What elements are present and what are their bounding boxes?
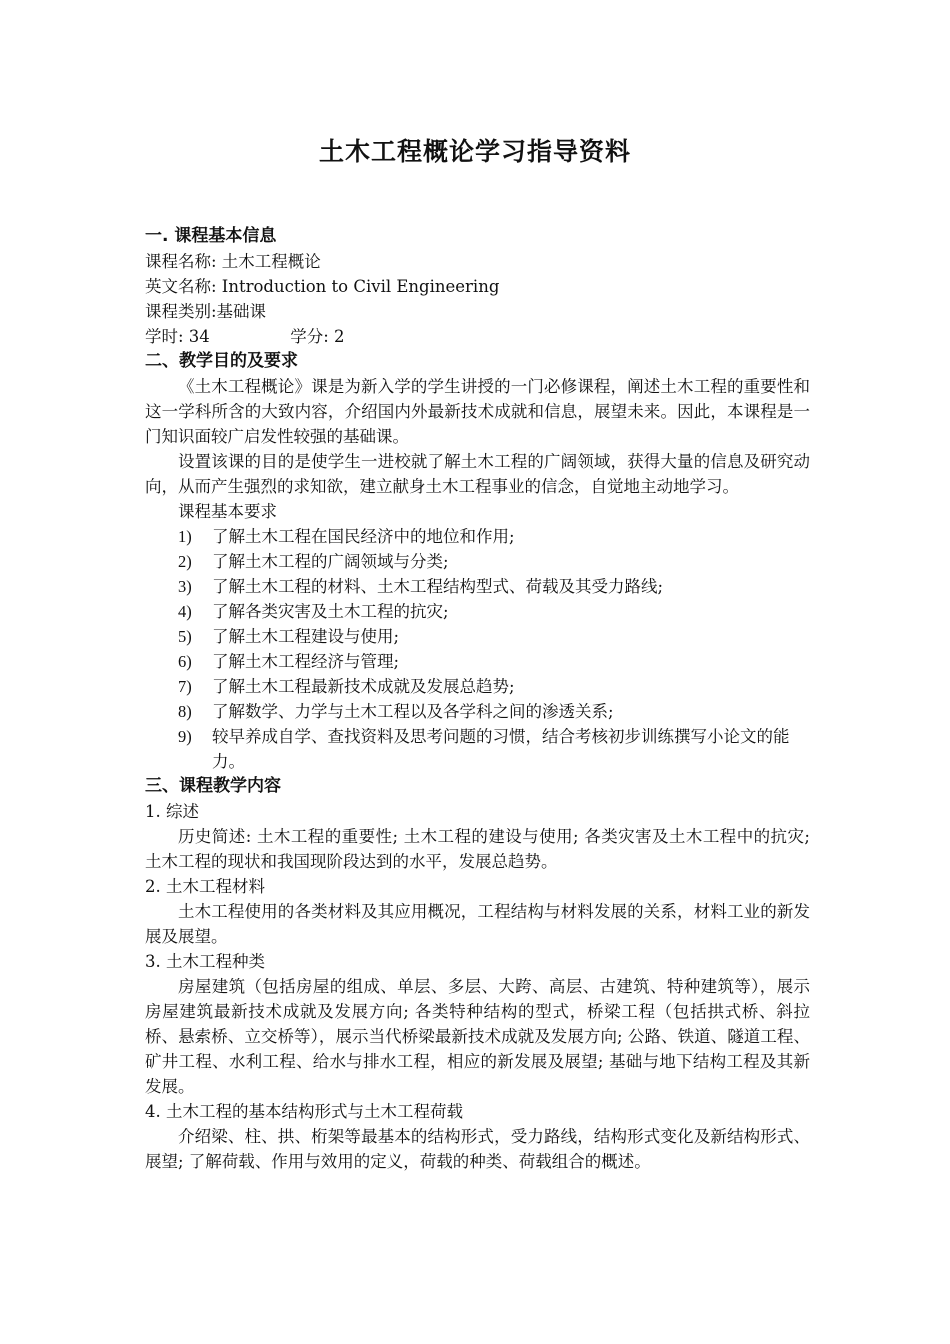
english-name: 英文名称: Introduction to Civil Engineering — [145, 277, 500, 296]
document-body — [145, 224, 810, 1174]
topic-body: 房屋建筑（包括房屋的组成、单层、多层、大跨、高层、古建筑、特种建筑等），展示房屋建筑最新技术成就及发展方向; 各类特种结构的型式，桥梁工程（包括拱式桥、斜拉桥、悬索桥、立交桥等），展示当代桥梁最新技术成就及发展方向; 公路、铁道、隧道工程、矿井工程、水利工程、给水与排水工程，相应的新发展及展望; 基础与地下结构工程及其新发展。 — [145, 977, 810, 1096]
objectives-paragraph: 《土木工程概论》课是为新入学的学生讲授的一门必修课程，阐述土木工程的重要性和这一学科所含的大致内容，介绍国内外最新技术成就和信息，展望未来。因此，本课程是一门知识面较广启发性较强的基础课。 — [145, 377, 810, 446]
topic-title: 1. 综述 — [145, 802, 199, 821]
list-item-text: 了解土木工程建设与使用; — [212, 627, 400, 646]
course-hours: 学时: 34 — [145, 327, 210, 346]
list-item-text: 了解土木工程经济与管理; — [212, 652, 400, 671]
list-item-number: 1) — [178, 527, 192, 546]
list-item-text: 了解土木工程的材料、土木工程结构型式、荷载及其受力路线; — [212, 577, 664, 596]
list-item — [178, 699, 810, 724]
course-credits: 学分: 2 — [290, 327, 345, 346]
list-item — [178, 599, 810, 624]
list-item-text: 了解土木工程在国民经济中的地位和作用; — [212, 527, 515, 546]
list-item-text: 较早养成自学、查找资料及思考问题的习惯，结合考核初步训练撰写小论文的能力。 — [212, 727, 790, 771]
list-item — [178, 624, 810, 649]
section-heading-content: 三、课程教学内容 — [145, 776, 281, 796]
topic-body: 历史简述: 土木工程的重要性; 土木工程的建设与使用; 各类灾害及土木工程中的抗灾; 土木工程的现状和我国现阶段达到的水平，发展总趋势。 — [145, 827, 810, 871]
objectives-paragraph: 设置该课的目的是使学生一进校就了解土木工程的广阔领域，获得大量的信息及研究动向，从而产生强烈的求知欲，建立献身土木工程事业的信念，自觉地主动地学习。 — [145, 452, 810, 496]
requirements-list — [145, 524, 810, 774]
topic-title: 2. 土木工程材料 — [145, 877, 265, 896]
list-item-number: 4) — [178, 602, 192, 621]
topic-title: 4. 土木工程的基本结构形式与土木工程荷载 — [145, 1102, 463, 1121]
hours-credits-row — [145, 324, 810, 349]
document-title: 土木工程概论学习指导资料 — [318, 137, 631, 166]
list-item-text: 了解数学、力学与土木工程以及各学科之间的渗透关系; — [212, 702, 614, 721]
list-item — [178, 549, 810, 574]
course-name: 课程名称: 土木工程概论 — [145, 252, 321, 271]
list-item-number: 3) — [178, 577, 192, 596]
list-item-number: 6) — [178, 652, 192, 671]
topic-title: 3. 土木工程种类 — [145, 952, 265, 971]
list-item-number: 2) — [178, 552, 192, 571]
list-item — [178, 524, 810, 549]
course-category: 课程类别:基础课 — [145, 302, 267, 321]
list-item-text: 了解土木工程的广阔领域与分类; — [212, 552, 449, 571]
list-item-number: 8) — [178, 702, 192, 721]
list-item-number: 7) — [178, 677, 192, 696]
list-item — [178, 674, 810, 699]
list-item-text: 了解各类灾害及土木工程的抗灾; — [212, 602, 449, 621]
section-heading-objectives: 二、教学目的及要求 — [145, 351, 298, 371]
topic-body: 土木工程使用的各类材料及其应用概况，工程结构与材料发展的关系，材料工业的新发展及展望。 — [145, 902, 810, 946]
list-item — [178, 574, 810, 599]
requirements-heading: 课程基本要求 — [178, 502, 277, 521]
list-item-number: 5) — [178, 627, 192, 646]
list-item — [178, 649, 810, 674]
section-heading-basic-info: 一. 课程基本信息 — [145, 226, 277, 246]
topic-body: 介绍梁、柱、拱、桁架等最基本的结构形式，受力路线，结构形式变化及新结构形式、展望; 了解荷载、作用与效用的定义，荷载的种类、荷载组合的概述。 — [145, 1127, 810, 1171]
list-item — [178, 724, 810, 774]
list-item-text: 了解土木工程最新技术成就及发展总趋势; — [212, 677, 515, 696]
list-item-number: 9) — [178, 727, 192, 746]
